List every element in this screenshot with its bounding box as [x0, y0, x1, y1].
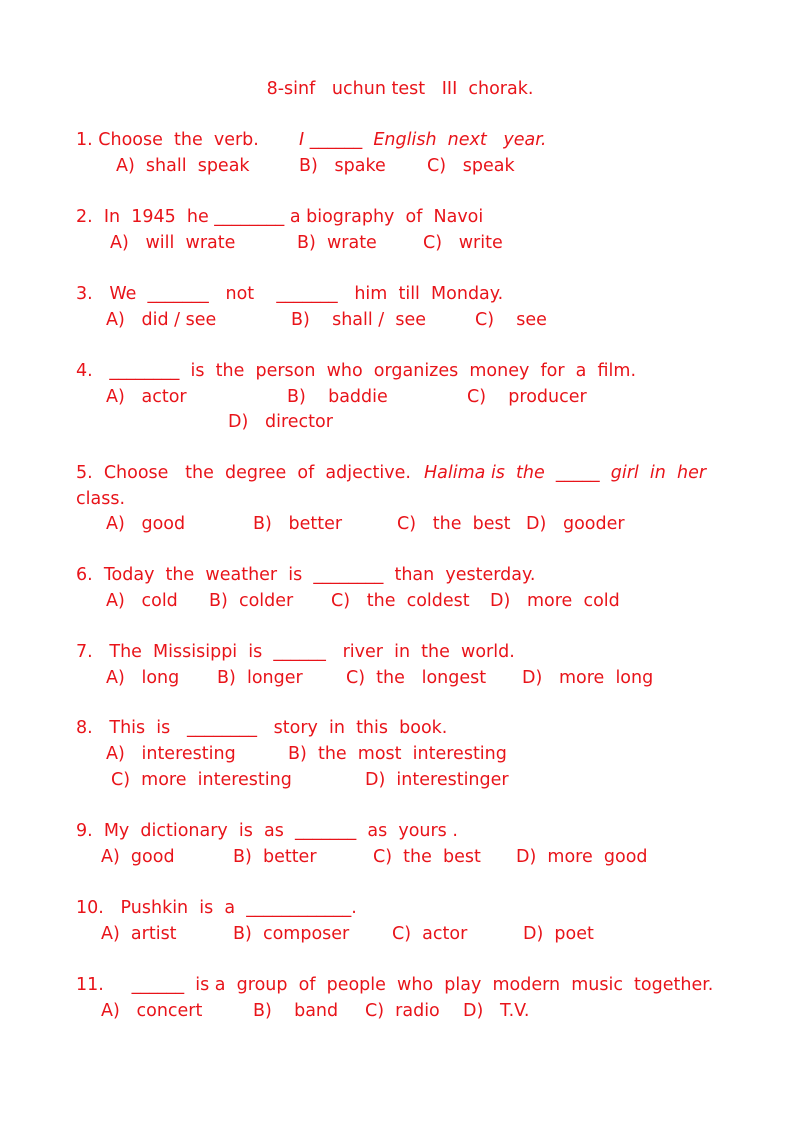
question-5-stem: 5. Choose the degree of adjective. — [76, 463, 411, 483]
question-8-option-d: D) interestinger — [365, 770, 509, 790]
question-6-option-a: A) cold — [106, 591, 178, 611]
question-5-sentence: Halima is the _____ girl in her — [424, 463, 707, 483]
question-10-option-a: A) artist — [101, 924, 177, 944]
question-7-option-b: B) longer — [217, 668, 303, 688]
question-6-option-c: C) the coldest — [331, 591, 470, 611]
question-4-option-a: A) actor — [106, 387, 187, 407]
question-4-option-c: C) producer — [467, 387, 587, 407]
question-9-stem: 9. My dictionary is as _______ as yours . — [76, 821, 458, 841]
question-1-option-a: A) shall speak — [116, 156, 250, 176]
question-7-stem: 7. The Missisippi is ______ river in the world. — [76, 642, 515, 662]
question-11-stem: 11. ______ is a group of people who play modern music together. — [76, 975, 714, 995]
question-10-option-b: B) composer — [233, 924, 350, 944]
question-10-option-c: C) actor — [392, 924, 468, 944]
question-4-option-b: B) baddie — [287, 387, 388, 407]
question-3-option-a: A) did / see — [106, 310, 217, 330]
question-5-continuation: class. — [76, 489, 126, 509]
question-11-option-b: B) band — [253, 1001, 339, 1021]
page-title: 8-sinf uchun test III chorak. — [266, 79, 534, 99]
question-2-option-a: A) will wrate — [110, 233, 236, 253]
question-7-option-d: D) more long — [522, 668, 654, 688]
question-5-option-d: D) gooder — [526, 514, 625, 534]
question-11-option-d: D) T.V. — [463, 1001, 530, 1021]
question-7-option-c: C) the longest — [346, 668, 487, 688]
question-6-stem: 6. Today the weather is ________ than yesterday. — [76, 565, 536, 585]
question-3-option-b: B) shall / see — [291, 310, 426, 330]
question-2-option-c: C) write — [423, 233, 503, 253]
question-4-stem: 4. ________ is the person who organizes money for a film. — [76, 361, 637, 381]
question-10-stem: 10. Pushkin is a ____________. — [76, 898, 357, 918]
question-3-stem: 3. We _______ not _______ him till Monday. — [76, 284, 504, 304]
question-8-stem: 8. This is ________ story in this book. — [76, 718, 448, 738]
question-6-option-d: D) more cold — [490, 591, 620, 611]
question-1-option-b: B) spake — [299, 156, 386, 176]
question-6-option-b: B) colder — [209, 591, 294, 611]
question-3-option-c: C) see — [475, 310, 547, 330]
question-2-option-b: B) wrate — [297, 233, 377, 253]
question-2-stem: 2. In 1945 he ________ a biography of Navoi — [76, 207, 484, 227]
question-7-option-a: A) long — [106, 668, 180, 688]
question-5-option-c: C) the best — [397, 514, 511, 534]
question-9-option-b: B) better — [233, 847, 317, 867]
question-1-sentence: I ______ English next year. — [299, 130, 547, 150]
question-9-option-d: D) more good — [516, 847, 648, 867]
question-1-option-c: C) speak — [427, 156, 515, 176]
question-8-option-b: B) the most interesting — [288, 744, 507, 764]
question-5-option-b: B) better — [253, 514, 343, 534]
question-8-option-c: C) more interesting — [111, 770, 292, 790]
question-11-option-c: C) radio — [365, 1001, 440, 1021]
question-9-option-a: A) good — [101, 847, 175, 867]
question-4-option-d: D) director — [228, 412, 333, 432]
question-11-option-a: A) concert — [101, 1001, 203, 1021]
question-9-option-c: C) the best — [373, 847, 481, 867]
question-10-option-d: D) poet — [523, 924, 594, 944]
question-5-option-a: A) good — [106, 514, 186, 534]
question-8-option-a: A) interesting — [106, 744, 236, 764]
question-1-stem: 1. Choose the verb. — [76, 130, 259, 150]
